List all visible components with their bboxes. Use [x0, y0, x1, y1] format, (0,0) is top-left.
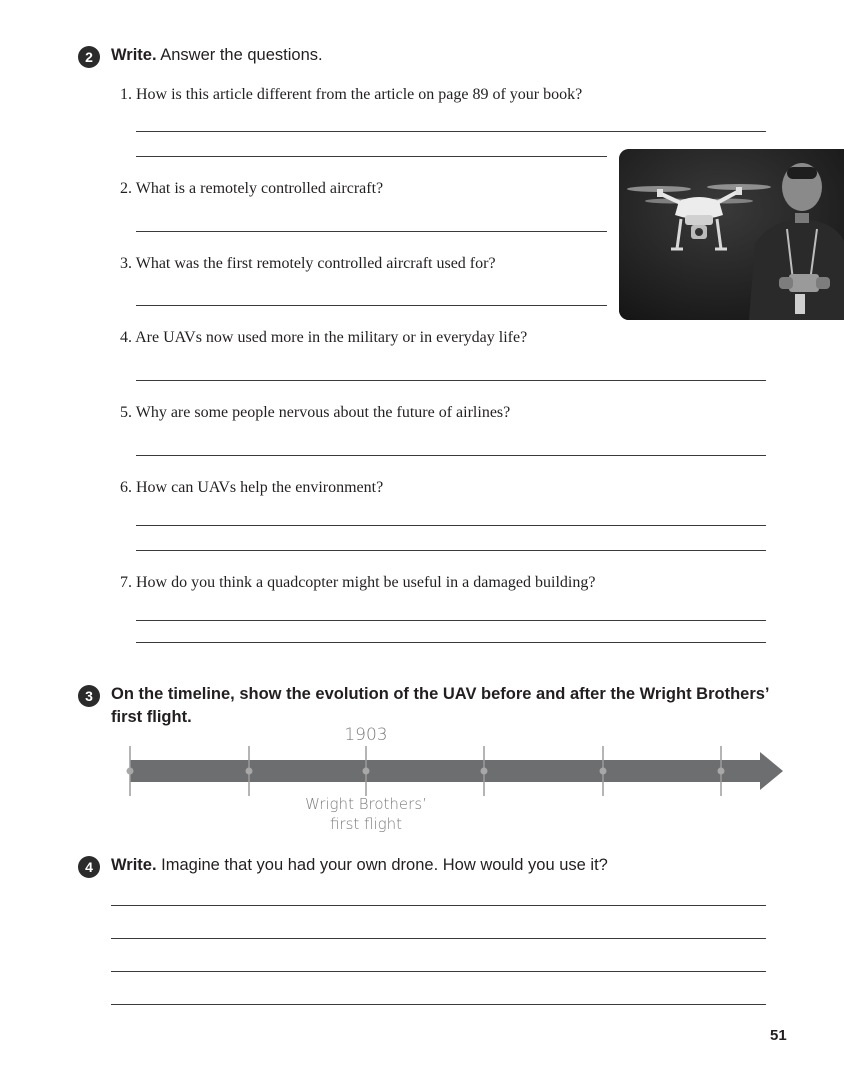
- page-number: 51: [770, 1027, 787, 1044]
- drone-photo: [619, 149, 844, 320]
- drone-photo-illustration: [619, 149, 844, 320]
- timeline-event-line-2: first flight: [329, 815, 403, 833]
- timeline: [120, 740, 790, 800]
- answer-line[interactable]: [111, 971, 766, 972]
- answer-line[interactable]: [136, 231, 607, 232]
- answer-line[interactable]: [111, 905, 766, 906]
- timeline-arrowhead: [760, 752, 783, 790]
- section-3-badge: 3: [78, 685, 100, 707]
- answer-line[interactable]: [136, 525, 766, 526]
- answer-line[interactable]: [136, 642, 766, 643]
- section-4-instruction: Imagine that you had your own drone. How would you use it?: [161, 856, 608, 874]
- section-3-instruction-line-2: first flight.: [111, 708, 192, 726]
- answer-line[interactable]: [136, 156, 607, 157]
- answer-line[interactable]: [111, 1004, 766, 1005]
- timeline-year-label: 1903: [344, 725, 388, 745]
- question-7: 7. How do you think a quadcopter might be useful in a damaged building?: [120, 574, 596, 591]
- section-2-label: Write.: [111, 46, 157, 64]
- answer-line[interactable]: [136, 550, 766, 551]
- answer-line[interactable]: [136, 305, 607, 306]
- timeline-point[interactable]: [246, 768, 253, 775]
- answer-line[interactable]: [136, 620, 766, 621]
- timeline-point[interactable]: [481, 768, 488, 775]
- question-6: 6. How can UAVs help the environment?: [120, 479, 384, 496]
- timeline-point[interactable]: [127, 768, 134, 775]
- question-1: 1. How is this article different from the article on page 89 of your book?: [120, 86, 583, 103]
- timeline-point[interactable]: [363, 768, 370, 775]
- answer-line[interactable]: [136, 380, 766, 381]
- section-2-heading: [111, 46, 323, 65]
- timeline-bar: [130, 760, 765, 782]
- timeline-point[interactable]: [600, 768, 607, 775]
- section-4-label: Write.: [111, 856, 157, 874]
- question-3: 3. What was the first remotely controlled aircraft used for?: [120, 255, 496, 272]
- question-4: 4. Are UAVs now used more in the military or in everyday life?: [120, 329, 528, 346]
- timeline-event-line-1: Wright Brothers’: [305, 795, 427, 813]
- answer-line[interactable]: [136, 131, 766, 132]
- question-5: 5. Why are some people nervous about the future of airlines?: [120, 404, 511, 421]
- answer-line[interactable]: [111, 938, 766, 939]
- section-2-instruction: Answer the questions.: [160, 46, 323, 64]
- section-4-badge: 4: [78, 856, 100, 878]
- section-2-badge: 2: [78, 46, 100, 68]
- section-4-heading: [111, 856, 608, 875]
- timeline-point[interactable]: [718, 768, 725, 775]
- answer-line[interactable]: [136, 455, 766, 456]
- question-2: 2. What is a remotely controlled aircraft?: [120, 180, 384, 197]
- section-3-instruction-line-1: On the timeline, show the evolution of the UAV before and after the Wright Brothers’: [111, 685, 770, 703]
